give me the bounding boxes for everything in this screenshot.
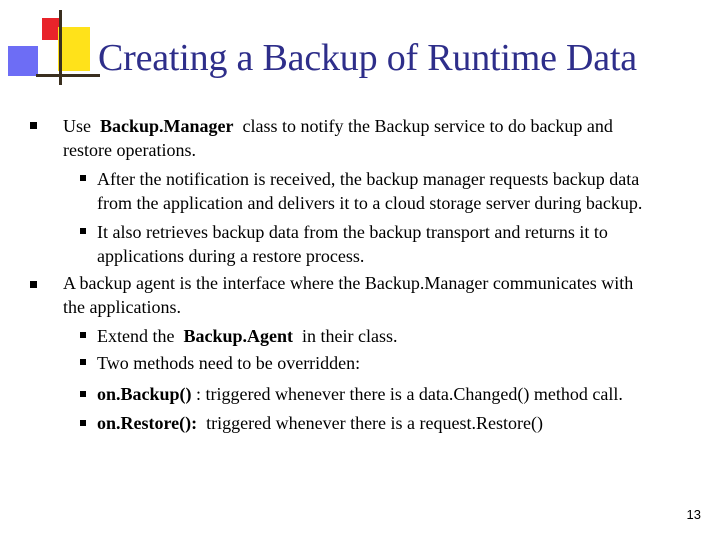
item-2-line-2: the applications. xyxy=(63,297,181,317)
item-1-line-2: restore operations. xyxy=(63,140,196,160)
bullet-1 xyxy=(30,122,37,129)
sub-bullet-3 xyxy=(80,332,86,338)
sub-bullet-1 xyxy=(80,175,86,181)
sub-bullet-5 xyxy=(80,391,86,397)
sub-item-2-line-1: It also retrieves backup data from the backup transport and returns it to xyxy=(97,222,608,242)
sub-item-4: Two methods need to be overridden: xyxy=(97,353,361,373)
item-2-line-1: A backup agent is the interface where the Backup.Manager communicates with xyxy=(63,273,634,293)
sub-item-1-line-1: After the notification is received, the backup manager requests backup data xyxy=(97,169,640,189)
sub-item-1-line-2: from the application and delivers it to a cloud storage server during backup. xyxy=(97,193,643,213)
page-number: 13 xyxy=(686,507,701,522)
sub-bullet-4 xyxy=(80,359,86,365)
item-1-line-1: Use Backup.Manager class to notify the Backup service to do backup and xyxy=(63,116,613,136)
sub-item-6: on.Restore(): triggered whenever there is a request.Restore() xyxy=(97,413,543,433)
slide-title: Creating a Backup of Runtime Data xyxy=(98,37,637,79)
bullet-2 xyxy=(30,281,37,288)
sub-item-5: on.Backup() : triggered whenever there is a data.Changed() method call. xyxy=(97,384,623,404)
sub-item-2-line-2: applications during a restore process. xyxy=(97,246,365,266)
sub-item-3: Extend the Backup.Agent in their class. xyxy=(97,326,398,346)
sub-bullet-6 xyxy=(80,420,86,426)
sub-bullet-2 xyxy=(80,228,86,234)
